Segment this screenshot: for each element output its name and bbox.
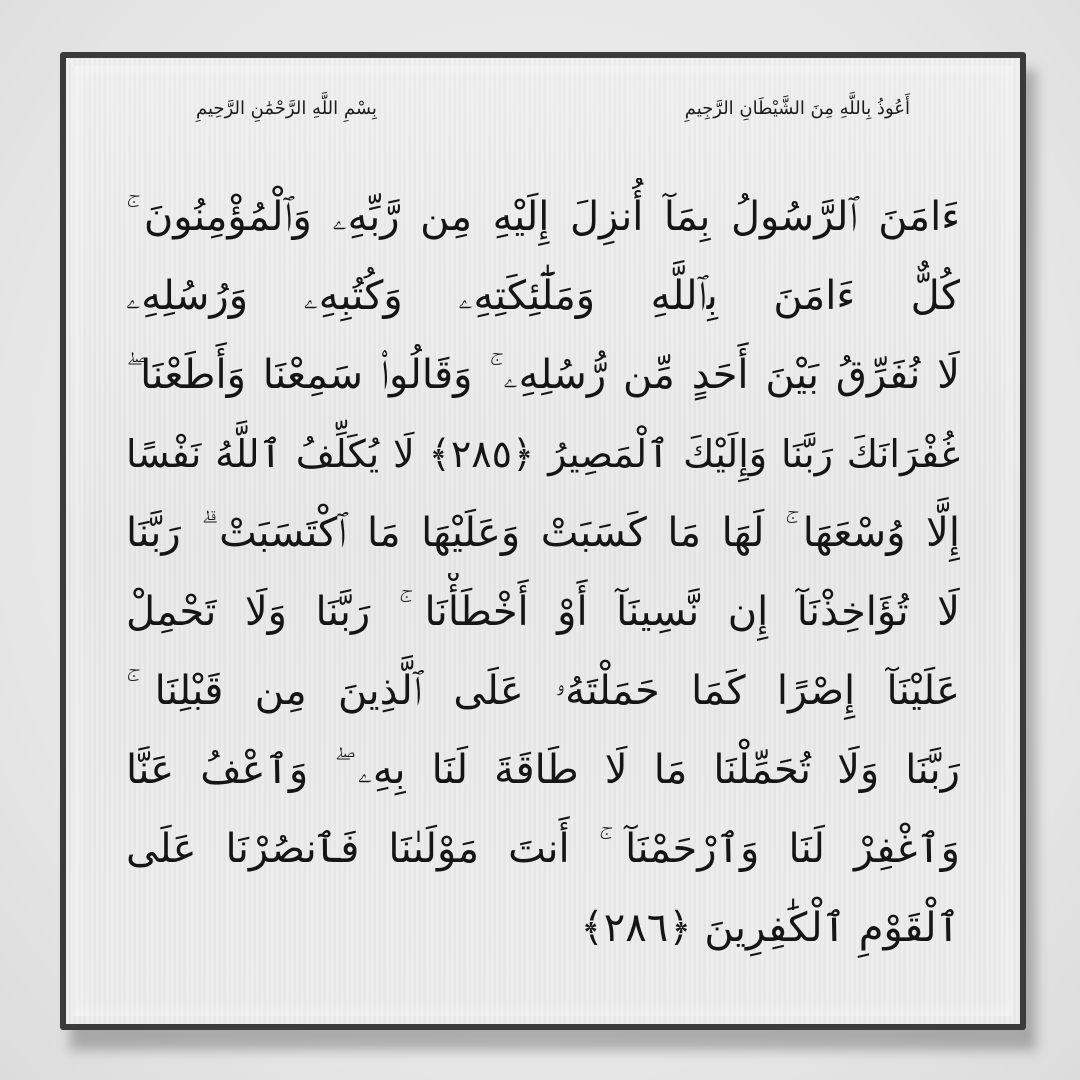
istiadha-text: أَعُوذُ بِاللَّهِ مِنَ الشَّيْطَانِ الرَّجِيمِ — [684, 98, 910, 119]
verses-block — [126, 178, 960, 968]
verse-line: ءَامَنَ ٱلرَّسُولُ بِمَآ أُنزِلَ إِلَيْهِ مِن رَّبِّهِۦ وَٱلْمُؤْمِنُونَ ۚ — [126, 194, 960, 240]
verse-line: لَا نُفَرِّقُ بَيْنَ أَحَدٍ مِّن رُّسُلِهِۦ ۚ وَقَالُوا۟ سَمِعْنَا وَأَطَعْنَا ۖ — [126, 352, 960, 398]
verse-line-last: ٱلْقَوْمِ ٱلْكَٰفِرِينَ ﴿٢٨٦﴾ — [580, 905, 960, 951]
verse-line: كُلٌّ ءَامَنَ بِٱللَّهِ وَمَلَٰٓئِكَتِهِۦ وَكُتُبِهِۦ وَرُسُلِهِۦ — [126, 273, 960, 319]
verse-line: عَلَيْنَآ إِصْرًا كَمَا حَمَلْتَهُۥ عَلَى ٱلَّذِينَ مِن قَبْلِنَا ۚ — [126, 668, 960, 714]
verse-line: لَا تُؤَاخِذْنَآ إِن نَّسِينَآ أَوْ أَخْطَأْنَا ۚ رَبَّنَا وَلَا تَحْمِلْ — [126, 589, 960, 635]
basmala-text: بِسْمِ اللَّهِ الرَّحْمَٰنِ الرَّحِيمِ — [196, 98, 377, 119]
verse-line: وَٱغْفِرْ لَنَا وَٱرْحَمْنَآ ۚ أَنتَ مَوْلَىٰنَا فَٱنصُرْنَا عَلَى — [126, 826, 960, 872]
canvas-panel — [60, 52, 1026, 1030]
verse-line: غُفْرَانَكَ رَبَّنَا وَإِلَيْكَ ٱلْمَصِيرُ ﴿٢٨٥﴾ لَا يُكَلِّفُ ٱللَّهُ نَفْسًا — [126, 432, 960, 476]
verse-line: إِلَّا وُسْعَهَا ۚ لَهَا مَا كَسَبَتْ وَعَلَيْهَا مَا ٱكْتَسَبَتْ ۗ رَبَّنَا — [126, 510, 960, 556]
verse-line: رَبَّنَا وَلَا تُحَمِّلْنَا مَا لَا طَاقَةَ لَنَا بِهِۦ ۖ وَٱعْفُ عَنَّا — [126, 747, 960, 793]
header — [66, 98, 1020, 138]
